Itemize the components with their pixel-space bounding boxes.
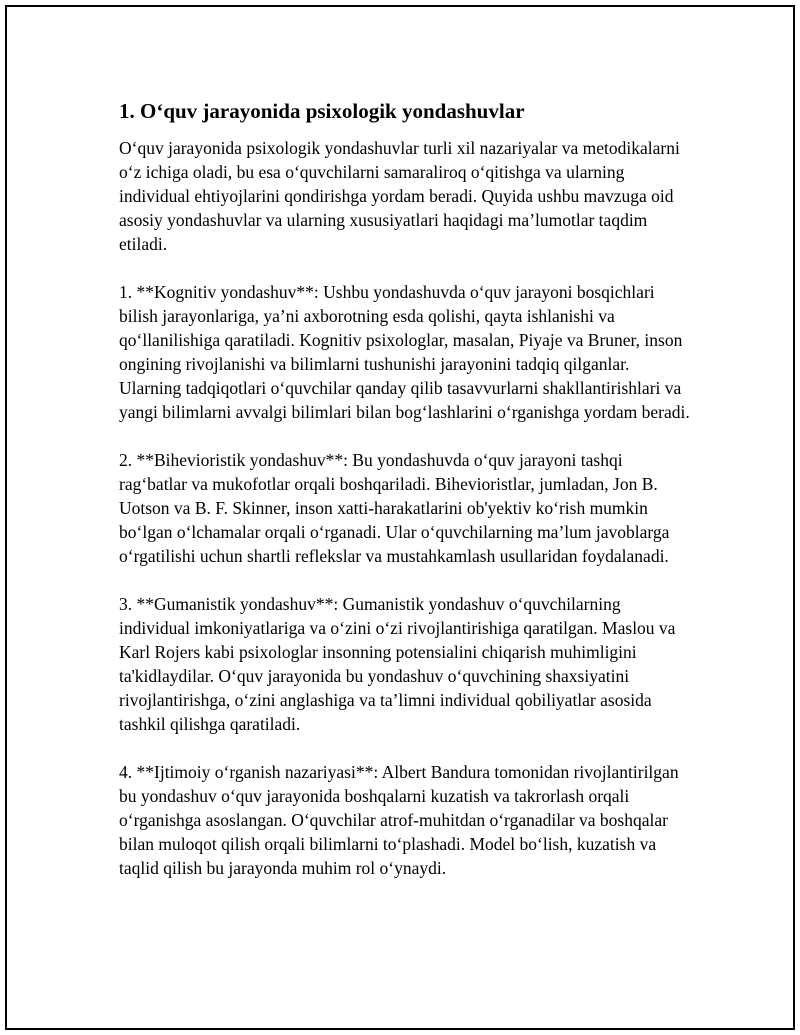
document-body bbox=[119, 97, 694, 904]
paragraph-behaviorist-approach: 2. **Bihevioristik yondashuv**: Bu yondashuvda o‘quv jarayoni tashqi rag‘batlar va mukofotlar orqali boshqariladi. Bihevioristlar, jumladan, Jon B. Uotson va B. F. Skinner, inson xatti-harakatlarini ob'yektiv ko‘rish mumkin bo‘lgan o‘lchamalar orqali o‘rganadi. Ular o‘quvchilarning ma’lum javoblarga o‘rgatilishi uchun shartli reflekslar va mustahkamlash usullaridan foydalanadi. bbox=[119, 450, 670, 566]
paragraph-humanistic-approach: 3. **Gumanistik yondashuv**: Gumanistik yondashuv o‘quvchilarning individual imkoniyatlariga va o‘zini o‘zi rivojlantirishiga qaratilgan. Maslou va Karl Rojers kabi psixologlar insonning potensialini chiqarish muhimligini ta'kidlaydilar. O‘quv jarayonida bu yondashuv o‘quvchining shaxsiyatini rivojlantirishga, o‘zini anglashiga va ta’limni individual qobiliyatlar asosida tashkil qilishga qaratiladi. bbox=[119, 594, 676, 734]
intro-paragraph: O‘quv jarayonida psixologik yondashuvlar turli xil nazariyalar va metodikalarni o‘z ichiga oladi, bu esa o‘quvchilarni samaraliroq o‘qitishga va ularning individual ehtiyojlarini qondirishga yordam beradi. Quyida ushbu mavzuga oid asosiy yondashuvlar va ularning xususiyatlari haqidagi ma’lumotlar taqdim etiladi. bbox=[119, 138, 680, 254]
document-page bbox=[5, 5, 795, 1030]
paragraph-cognitive-approach: 1. **Kognitiv yondashuv**: Ushbu yondashuvda o‘quv jarayoni bosqichlari bilish jarayonlariga, ya’ni axborotning esda qolishi, qayta ishlanishi va qo‘llanilishiga qaratiladi. Kognitiv psixologlar, masalan, Piyaje va Bruner, inson ongining rivojlanishi va bilimlarni tushunishi jarayonini tadqiq qilganlar. Ularning tadqiqotlari o‘quvchilar qanday qilib tasavvurlarni shakllantirishlari va yangi bilimlarni avvalgi bilimlari bilan bog‘lashlarini o‘rganishga yordam beradi. bbox=[119, 282, 690, 422]
document-title: 1. O‘quv jarayonida psixologik yondashuvlar bbox=[119, 99, 525, 123]
paragraph-social-learning-theory: 4. **Ijtimoiy o‘rganish nazariyasi**: Albert Bandura tomonidan rivojlantirilgan bu yondashuv o‘quv jarayonida boshqalarni kuzatish va takrorlash orqali o‘rganishga asoslangan. O‘quvchilar atrof-muhitdan o‘rganadilar va boshqalar bilan muloqot qilish orqali bilimlarni to‘plashadi. Model bo‘lish, kuzatish va taqlid qilish bu jarayonda muhim rol o‘ynaydi. bbox=[119, 762, 679, 878]
